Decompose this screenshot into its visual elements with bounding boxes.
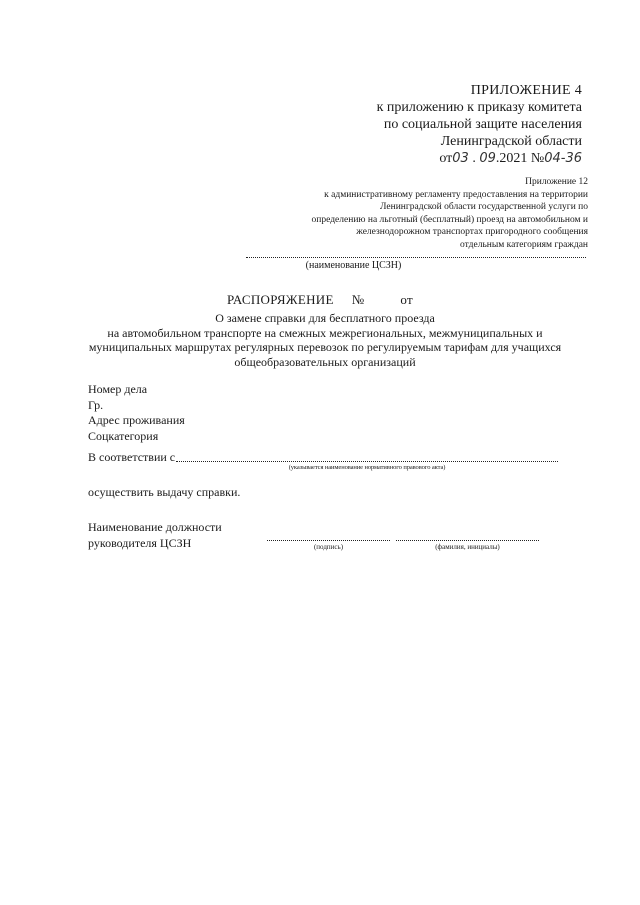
signature-caption: (подпись) — [313, 543, 344, 551]
authority-name-line — [246, 257, 586, 258]
name-line — [396, 540, 539, 541]
name-caption: (фамилия, инициалы) — [435, 543, 500, 551]
appendix-4-line-3: Ленинградской области — [440, 134, 582, 149]
appendix-12-line: определению на льготный (бесплатный) проезд на автомобильном и — [311, 214, 588, 225]
appendix-12-header — [312, 176, 588, 251]
appendix-4-line-1: к приложению к приказу комитета — [376, 100, 582, 115]
appendix-4-header — [377, 82, 582, 167]
accordance-text: В соответствии с — [88, 450, 176, 464]
legal-act-line — [176, 461, 558, 462]
appendix-4-date-line: от03 . 09.2021 №04-36 — [439, 151, 582, 166]
order-from: от — [400, 292, 414, 307]
order-title — [0, 292, 640, 308]
appendix-12-line: Ленинградской области государственной услуги по — [380, 202, 588, 212]
head-position — [88, 520, 222, 551]
appendix-12-line: отдельным категориям граждан — [460, 239, 588, 250]
legal-act-caption: (указывается наименование нормативного правового акта) — [288, 464, 446, 471]
date-month-handwritten: 09 — [479, 151, 496, 166]
field-case-number: Номер дела — [88, 382, 148, 396]
date-year: .2021 № — [495, 151, 545, 166]
date-prefix: от — [439, 151, 453, 166]
order-title-text: РАСПОРЯЖЕНИЕ — [226, 292, 334, 307]
field-citizen: Гр. — [88, 397, 104, 412]
appendix-12-line: Приложение 12 — [525, 177, 588, 187]
subject-line: муниципальных маршрутах регулярных перевозок по регулируемым тарифам для учащихся — [88, 340, 562, 354]
field-address: Адрес проживания — [88, 413, 185, 427]
head-position-line-2: руководителя ЦСЗН — [88, 535, 192, 550]
subject-line: О замене справки для бесплатного проезда — [215, 311, 435, 325]
appendix-4-line-2: по социальной защите населения — [383, 117, 582, 132]
subject-line: на автомобильном транспорте на смежных межрегиональных, межмуниципальных и — [107, 325, 543, 340]
head-position-line-1: Наименование должности — [88, 520, 222, 534]
appendix-12-line: железнодорожном транспортах пригородного сообщения — [356, 227, 588, 237]
order-number-sign: № — [351, 292, 365, 307]
issue-text: осуществить выдачу справки. — [88, 485, 241, 499]
case-fields — [88, 382, 185, 444]
appendix-12-line: к административному регламенту предоставления на территории — [324, 189, 588, 200]
signature-line — [267, 540, 390, 541]
date-day-handwritten: 03 — [452, 151, 469, 166]
appendix-4-title: ПРИЛОЖЕНИЕ 4 — [470, 83, 582, 98]
field-social-category: Соцкатегория — [88, 428, 159, 443]
order-subject — [60, 311, 590, 369]
authority-name-caption: (наименование ЦСЗН) — [305, 260, 402, 271]
order-number-handwritten: 04-36 — [544, 151, 582, 166]
subject-line: общеобразовательных организаций — [234, 354, 416, 369]
